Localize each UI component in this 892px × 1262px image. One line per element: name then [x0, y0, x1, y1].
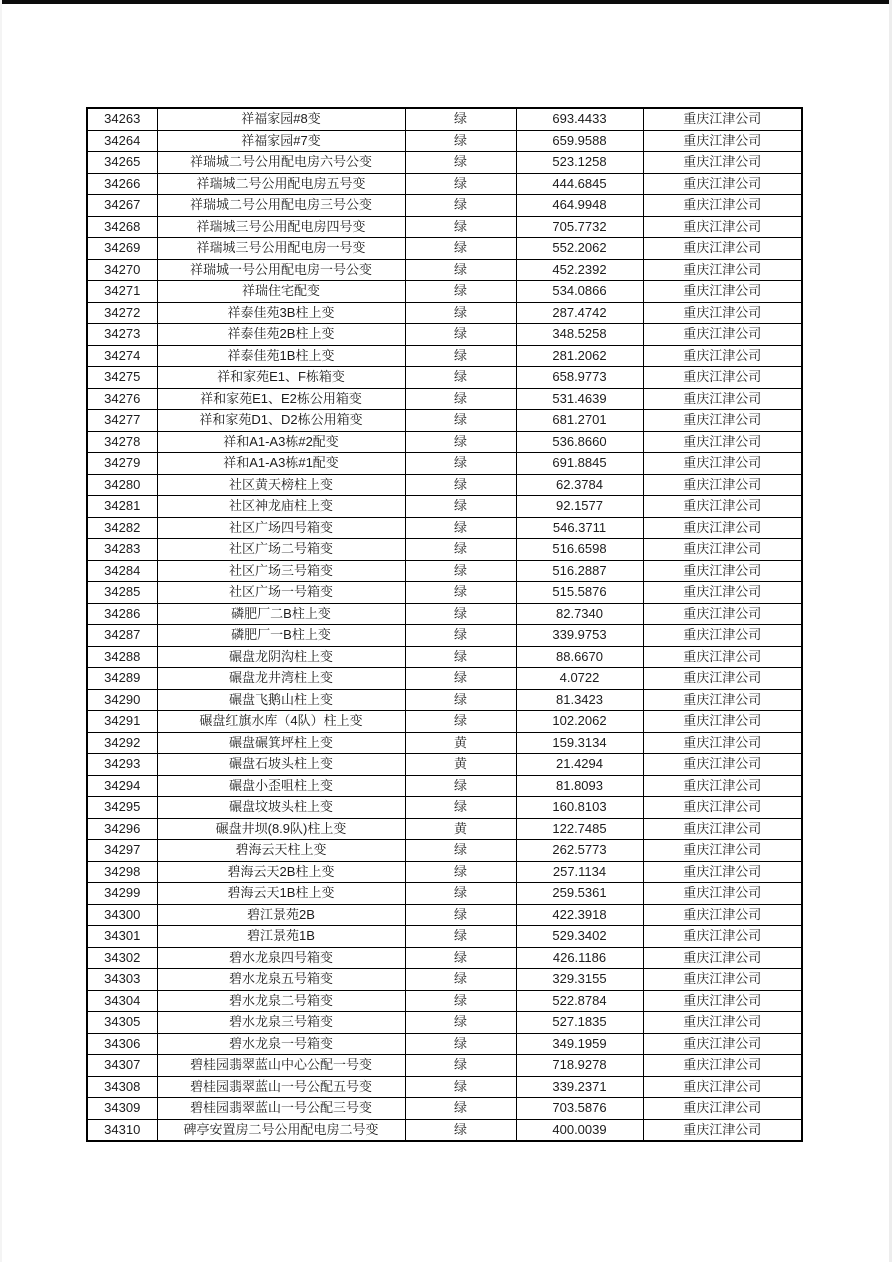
cell-company: 重庆江津公司	[643, 840, 802, 862]
cell-company: 重庆江津公司	[643, 108, 802, 130]
table-row	[87, 840, 802, 862]
cell-record-id: 34294	[87, 775, 157, 797]
cell-record-id: 34288	[87, 646, 157, 668]
cell-station-name: 碧桂园翡翠蓝山一号公配三号变	[157, 1098, 405, 1120]
cell-load-value: 659.9588	[516, 130, 643, 152]
table-row	[87, 130, 802, 152]
table-row	[87, 238, 802, 260]
cell-load-value: 464.9948	[516, 195, 643, 217]
cell-company: 重庆江津公司	[643, 861, 802, 883]
cell-company: 重庆江津公司	[643, 496, 802, 518]
cell-company: 重庆江津公司	[643, 797, 802, 819]
cell-record-id: 34285	[87, 582, 157, 604]
table-row	[87, 108, 802, 130]
cell-company: 重庆江津公司	[643, 646, 802, 668]
cell-load-value: 82.7340	[516, 603, 643, 625]
cell-status: 绿	[405, 883, 516, 905]
cell-record-id: 34284	[87, 560, 157, 582]
cell-company: 重庆江津公司	[643, 904, 802, 926]
cell-record-id: 34298	[87, 861, 157, 883]
cell-status: 黄	[405, 754, 516, 776]
cell-station-name: 社区神龙庙柱上变	[157, 496, 405, 518]
cell-station-name: 碾盘飞鹅山柱上变	[157, 689, 405, 711]
cell-company: 重庆江津公司	[643, 883, 802, 905]
cell-station-name: 祥和家苑E1、E2栋公用箱变	[157, 388, 405, 410]
table-row	[87, 754, 802, 776]
cell-status: 绿	[405, 216, 516, 238]
table-row	[87, 990, 802, 1012]
cell-record-id: 34274	[87, 345, 157, 367]
cell-record-id: 34279	[87, 453, 157, 475]
table-row	[87, 1098, 802, 1120]
cell-record-id: 34276	[87, 388, 157, 410]
cell-load-value: 693.4433	[516, 108, 643, 130]
cell-company: 重庆江津公司	[643, 1012, 802, 1034]
cell-station-name: 碧海云天1B柱上变	[157, 883, 405, 905]
cell-company: 重庆江津公司	[643, 474, 802, 496]
cell-status: 绿	[405, 324, 516, 346]
table-row	[87, 173, 802, 195]
cell-status: 绿	[405, 410, 516, 432]
cell-load-value: 523.1258	[516, 152, 643, 174]
cell-status: 绿	[405, 173, 516, 195]
cell-record-id: 34283	[87, 539, 157, 561]
cell-load-value: 262.5773	[516, 840, 643, 862]
cell-station-name: 祥瑞城二号公用配电房三号公变	[157, 195, 405, 217]
cell-station-name: 碧水龙泉五号箱变	[157, 969, 405, 991]
cell-load-value: 516.6598	[516, 539, 643, 561]
cell-load-value: 552.2062	[516, 238, 643, 260]
cell-load-value: 329.3155	[516, 969, 643, 991]
cell-status: 绿	[405, 1055, 516, 1077]
cell-record-id: 34303	[87, 969, 157, 991]
cell-company: 重庆江津公司	[643, 1055, 802, 1077]
cell-status: 绿	[405, 453, 516, 475]
cell-load-value: 444.6845	[516, 173, 643, 195]
table-row	[87, 625, 802, 647]
cell-load-value: 691.8845	[516, 453, 643, 475]
table-row	[87, 668, 802, 690]
cell-load-value: 348.5258	[516, 324, 643, 346]
cell-status: 绿	[405, 1012, 516, 1034]
cell-load-value: 62.3784	[516, 474, 643, 496]
cell-station-name: 碧江景苑1B	[157, 926, 405, 948]
cell-station-name: 碧水龙泉二号箱变	[157, 990, 405, 1012]
cell-record-id: 34299	[87, 883, 157, 905]
cell-company: 重庆江津公司	[643, 775, 802, 797]
cell-record-id: 34304	[87, 990, 157, 1012]
cell-record-id: 34307	[87, 1055, 157, 1077]
cell-status: 绿	[405, 1033, 516, 1055]
cell-station-name: 碾盘石坡头柱上变	[157, 754, 405, 776]
cell-load-value: 422.3918	[516, 904, 643, 926]
cell-status: 绿	[405, 840, 516, 862]
table-row	[87, 367, 802, 389]
cell-record-id: 34263	[87, 108, 157, 130]
cell-station-name: 碾盘坟坡头柱上变	[157, 797, 405, 819]
cell-company: 重庆江津公司	[643, 603, 802, 625]
cell-status: 绿	[405, 1076, 516, 1098]
cell-load-value: 452.2392	[516, 259, 643, 281]
table-body	[87, 108, 802, 1141]
cell-status: 黄	[405, 818, 516, 840]
cell-status: 绿	[405, 861, 516, 883]
cell-record-id: 34291	[87, 711, 157, 733]
cell-record-id: 34278	[87, 431, 157, 453]
table-row	[87, 904, 802, 926]
table-row	[87, 539, 802, 561]
cell-record-id: 34282	[87, 517, 157, 539]
cell-station-name: 碾盘碾箕坪柱上变	[157, 732, 405, 754]
cell-load-value: 81.8093	[516, 775, 643, 797]
table-row	[87, 947, 802, 969]
cell-load-value: 81.3423	[516, 689, 643, 711]
cell-company: 重庆江津公司	[643, 345, 802, 367]
cell-station-name: 磷肥厂一B柱上变	[157, 625, 405, 647]
cell-station-name: 碧水龙泉四号箱变	[157, 947, 405, 969]
cell-station-name: 社区广场三号箱变	[157, 560, 405, 582]
cell-station-name: 社区广场四号箱变	[157, 517, 405, 539]
cell-status: 绿	[405, 646, 516, 668]
table-row	[87, 1055, 802, 1077]
cell-load-value: 529.3402	[516, 926, 643, 948]
cell-record-id: 34286	[87, 603, 157, 625]
cell-station-name: 碑亭安置房二号公用配电房二号变	[157, 1119, 405, 1141]
cell-record-id: 34296	[87, 818, 157, 840]
cell-load-value: 658.9773	[516, 367, 643, 389]
cell-record-id: 34268	[87, 216, 157, 238]
cell-load-value: 4.0722	[516, 668, 643, 690]
cell-load-value: 102.2062	[516, 711, 643, 733]
cell-company: 重庆江津公司	[643, 152, 802, 174]
cell-record-id: 34270	[87, 259, 157, 281]
cell-company: 重庆江津公司	[643, 711, 802, 733]
cell-status: 绿	[405, 711, 516, 733]
cell-record-id: 34271	[87, 281, 157, 303]
table-row	[87, 689, 802, 711]
table-row	[87, 474, 802, 496]
table-row	[87, 281, 802, 303]
cell-status: 绿	[405, 108, 516, 130]
cell-station-name: 碾盘龙井湾柱上变	[157, 668, 405, 690]
cell-company: 重庆江津公司	[643, 238, 802, 260]
cell-load-value: 426.1186	[516, 947, 643, 969]
cell-company: 重庆江津公司	[643, 259, 802, 281]
cell-status: 绿	[405, 582, 516, 604]
cell-record-id: 34269	[87, 238, 157, 260]
table-row	[87, 152, 802, 174]
transformer-records-table	[86, 107, 803, 1142]
cell-company: 重庆江津公司	[643, 625, 802, 647]
cell-status: 绿	[405, 474, 516, 496]
table-row	[87, 1033, 802, 1055]
table-row	[87, 345, 802, 367]
cell-load-value: 515.5876	[516, 582, 643, 604]
cell-load-value: 281.2062	[516, 345, 643, 367]
table-row	[87, 646, 802, 668]
cell-company: 重庆江津公司	[643, 453, 802, 475]
cell-load-value: 159.3134	[516, 732, 643, 754]
table-row	[87, 603, 802, 625]
cell-station-name: 祥泰佳苑3B柱上变	[157, 302, 405, 324]
cell-status: 绿	[405, 1098, 516, 1120]
cell-load-value: 349.1959	[516, 1033, 643, 1055]
cell-record-id: 34306	[87, 1033, 157, 1055]
page-left-scan-edge	[0, 0, 2, 1262]
cell-company: 重庆江津公司	[643, 324, 802, 346]
cell-record-id: 34290	[87, 689, 157, 711]
table-row	[87, 259, 802, 281]
cell-record-id: 34308	[87, 1076, 157, 1098]
table-row	[87, 582, 802, 604]
cell-station-name: 碧海云天柱上变	[157, 840, 405, 862]
cell-status: 绿	[405, 625, 516, 647]
page-top-scan-bar	[0, 0, 892, 4]
table-row	[87, 926, 802, 948]
cell-status: 绿	[405, 367, 516, 389]
cell-load-value: 287.4742	[516, 302, 643, 324]
cell-company: 重庆江津公司	[643, 539, 802, 561]
cell-load-value: 400.0039	[516, 1119, 643, 1141]
cell-record-id: 34267	[87, 195, 157, 217]
cell-load-value: 681.2701	[516, 410, 643, 432]
cell-status: 绿	[405, 238, 516, 260]
cell-record-id: 34287	[87, 625, 157, 647]
cell-record-id: 34273	[87, 324, 157, 346]
cell-load-value: 92.1577	[516, 496, 643, 518]
cell-record-id: 34297	[87, 840, 157, 862]
cell-station-name: 碧江景苑2B	[157, 904, 405, 926]
table-row	[87, 818, 802, 840]
cell-load-value: 522.8784	[516, 990, 643, 1012]
cell-status: 绿	[405, 969, 516, 991]
cell-company: 重庆江津公司	[643, 1119, 802, 1141]
cell-load-value: 257.1134	[516, 861, 643, 883]
table-row	[87, 302, 802, 324]
cell-record-id: 34300	[87, 904, 157, 926]
cell-company: 重庆江津公司	[643, 560, 802, 582]
cell-status: 绿	[405, 496, 516, 518]
cell-status: 绿	[405, 775, 516, 797]
cell-station-name: 祥和A1-A3栋#2配变	[157, 431, 405, 453]
cell-company: 重庆江津公司	[643, 926, 802, 948]
table-row	[87, 453, 802, 475]
cell-status: 绿	[405, 431, 516, 453]
cell-status: 绿	[405, 926, 516, 948]
cell-status: 绿	[405, 302, 516, 324]
table-row	[87, 797, 802, 819]
cell-status: 绿	[405, 904, 516, 926]
cell-load-value: 21.4294	[516, 754, 643, 776]
table-row	[87, 388, 802, 410]
cell-status: 黄	[405, 732, 516, 754]
cell-status: 绿	[405, 388, 516, 410]
cell-company: 重庆江津公司	[643, 1076, 802, 1098]
cell-record-id: 34305	[87, 1012, 157, 1034]
cell-station-name: 碾盘井坝(8.9队)柱上变	[157, 818, 405, 840]
cell-station-name: 祥瑞城三号公用配电房四号变	[157, 216, 405, 238]
cell-load-value: 534.0866	[516, 281, 643, 303]
cell-load-value: 718.9278	[516, 1055, 643, 1077]
cell-record-id: 34292	[87, 732, 157, 754]
cell-company: 重庆江津公司	[643, 990, 802, 1012]
cell-record-id: 34309	[87, 1098, 157, 1120]
cell-company: 重庆江津公司	[643, 216, 802, 238]
cell-load-value: 531.4639	[516, 388, 643, 410]
cell-company: 重庆江津公司	[643, 388, 802, 410]
table-row	[87, 861, 802, 883]
cell-load-value: 88.6670	[516, 646, 643, 668]
cell-record-id: 34310	[87, 1119, 157, 1141]
cell-record-id: 34289	[87, 668, 157, 690]
cell-record-id: 34293	[87, 754, 157, 776]
cell-status: 绿	[405, 130, 516, 152]
cell-load-value: 259.5361	[516, 883, 643, 905]
cell-record-id: 34280	[87, 474, 157, 496]
cell-company: 重庆江津公司	[643, 582, 802, 604]
cell-station-name: 祥福家园#8变	[157, 108, 405, 130]
cell-station-name: 祥和家苑D1、D2栋公用箱变	[157, 410, 405, 432]
cell-company: 重庆江津公司	[643, 281, 802, 303]
cell-company: 重庆江津公司	[643, 947, 802, 969]
cell-station-name: 碧水龙泉一号箱变	[157, 1033, 405, 1055]
cell-station-name: 碧海云天2B柱上变	[157, 861, 405, 883]
cell-record-id: 34266	[87, 173, 157, 195]
cell-company: 重庆江津公司	[643, 1033, 802, 1055]
cell-status: 绿	[405, 539, 516, 561]
cell-load-value: 160.8103	[516, 797, 643, 819]
table-row	[87, 1076, 802, 1098]
cell-company: 重庆江津公司	[643, 410, 802, 432]
cell-company: 重庆江津公司	[643, 1098, 802, 1120]
table-row	[87, 195, 802, 217]
cell-record-id: 34275	[87, 367, 157, 389]
cell-company: 重庆江津公司	[643, 130, 802, 152]
cell-company: 重庆江津公司	[643, 969, 802, 991]
cell-station-name: 社区广场二号箱变	[157, 539, 405, 561]
cell-company: 重庆江津公司	[643, 367, 802, 389]
cell-company: 重庆江津公司	[643, 431, 802, 453]
cell-station-name: 碧桂园翡翠蓝山中心公配一号变	[157, 1055, 405, 1077]
cell-load-value: 122.7485	[516, 818, 643, 840]
cell-status: 绿	[405, 990, 516, 1012]
table-row	[87, 969, 802, 991]
cell-station-name: 祥和家苑E1、F栋箱变	[157, 367, 405, 389]
cell-status: 绿	[405, 281, 516, 303]
cell-status: 绿	[405, 947, 516, 969]
cell-status: 绿	[405, 689, 516, 711]
cell-load-value: 516.2887	[516, 560, 643, 582]
cell-station-name: 社区黄天榜柱上变	[157, 474, 405, 496]
cell-station-name: 碾盘龙阴沟柱上变	[157, 646, 405, 668]
cell-record-id: 34302	[87, 947, 157, 969]
cell-company: 重庆江津公司	[643, 732, 802, 754]
cell-record-id: 34264	[87, 130, 157, 152]
cell-station-name: 祥瑞城二号公用配电房六号公变	[157, 152, 405, 174]
cell-load-value: 705.7732	[516, 216, 643, 238]
cell-station-name: 社区广场一号箱变	[157, 582, 405, 604]
cell-station-name: 祥瑞城二号公用配电房五号变	[157, 173, 405, 195]
cell-company: 重庆江津公司	[643, 668, 802, 690]
cell-company: 重庆江津公司	[643, 754, 802, 776]
cell-status: 绿	[405, 560, 516, 582]
cell-station-name: 祥瑞住宅配变	[157, 281, 405, 303]
cell-status: 绿	[405, 603, 516, 625]
cell-status: 绿	[405, 517, 516, 539]
table-row	[87, 1012, 802, 1034]
cell-status: 绿	[405, 345, 516, 367]
table-row	[87, 496, 802, 518]
table-row	[87, 431, 802, 453]
cell-company: 重庆江津公司	[643, 689, 802, 711]
cell-station-name: 祥泰佳苑2B柱上变	[157, 324, 405, 346]
cell-record-id: 34272	[87, 302, 157, 324]
table-row	[87, 324, 802, 346]
cell-station-name: 碧水龙泉三号箱变	[157, 1012, 405, 1034]
cell-record-id: 34265	[87, 152, 157, 174]
table-row	[87, 1119, 802, 1141]
cell-station-name: 祥瑞城一号公用配电房一号公变	[157, 259, 405, 281]
table-row	[87, 732, 802, 754]
table-row	[87, 711, 802, 733]
cell-station-name: 磷肥厂二B柱上变	[157, 603, 405, 625]
table-row	[87, 216, 802, 238]
cell-record-id: 34281	[87, 496, 157, 518]
cell-record-id: 34295	[87, 797, 157, 819]
cell-status: 绿	[405, 668, 516, 690]
cell-load-value: 339.2371	[516, 1076, 643, 1098]
cell-station-name: 碾盘红旗水库（4队）柱上变	[157, 711, 405, 733]
table-row	[87, 775, 802, 797]
cell-station-name: 碾盘小歪咀柱上变	[157, 775, 405, 797]
cell-load-value: 703.5876	[516, 1098, 643, 1120]
table-row	[87, 883, 802, 905]
cell-station-name: 祥泰佳苑1B柱上变	[157, 345, 405, 367]
table-row	[87, 410, 802, 432]
cell-company: 重庆江津公司	[643, 818, 802, 840]
cell-record-id: 34277	[87, 410, 157, 432]
cell-load-value: 527.1835	[516, 1012, 643, 1034]
cell-status: 绿	[405, 797, 516, 819]
cell-company: 重庆江津公司	[643, 195, 802, 217]
table-row	[87, 517, 802, 539]
cell-load-value: 536.8660	[516, 431, 643, 453]
cell-station-name: 祥福家园#7变	[157, 130, 405, 152]
cell-station-name: 祥瑞城三号公用配电房一号变	[157, 238, 405, 260]
cell-company: 重庆江津公司	[643, 173, 802, 195]
cell-status: 绿	[405, 195, 516, 217]
cell-status: 绿	[405, 1119, 516, 1141]
cell-company: 重庆江津公司	[643, 517, 802, 539]
cell-company: 重庆江津公司	[643, 302, 802, 324]
cell-status: 绿	[405, 259, 516, 281]
cell-load-value: 546.3711	[516, 517, 643, 539]
table-row	[87, 560, 802, 582]
cell-status: 绿	[405, 152, 516, 174]
cell-station-name: 祥和A1-A3栋#1配变	[157, 453, 405, 475]
cell-load-value: 339.9753	[516, 625, 643, 647]
cell-station-name: 碧桂园翡翠蓝山一号公配五号变	[157, 1076, 405, 1098]
cell-record-id: 34301	[87, 926, 157, 948]
